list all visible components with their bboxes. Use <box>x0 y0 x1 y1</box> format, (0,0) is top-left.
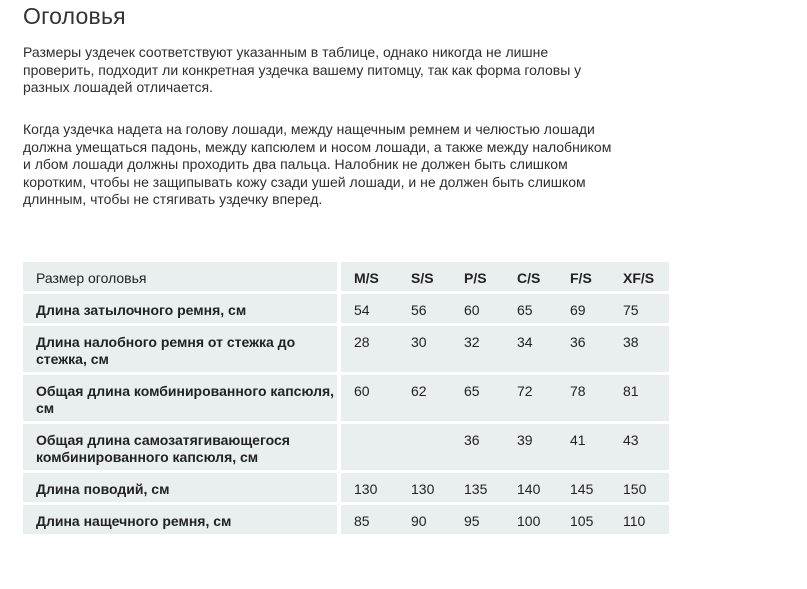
table-cell: 28 <box>341 326 398 372</box>
header-size-fs: F/S <box>557 262 610 291</box>
header-size-cs: C/S <box>504 262 557 291</box>
intro-paragraph: Размеры уздечек соответствуют указанным в таблице, однако никогда не лишне проверить, подходит ли конкретная уздечка вашему питомцу, так как форма головы у разных лошадей отличается. <box>23 44 582 95</box>
table-cell: 41 <box>557 424 610 470</box>
table-cell: 36 <box>451 424 504 470</box>
table-cell: 65 <box>451 375 504 421</box>
row-label: Общая длина самозатягивающегося комбинированного капсюля, см <box>23 424 341 470</box>
table-cell: 65 <box>504 294 557 323</box>
table-cell: 130 <box>341 473 398 502</box>
table-cell: 105 <box>557 505 610 534</box>
table-cell: 95 <box>451 505 504 534</box>
table-cell: 30 <box>398 326 451 372</box>
table-cell: 54 <box>341 294 398 323</box>
header-size-ms: M/S <box>341 262 398 291</box>
table-cell: 43 <box>610 424 669 470</box>
table-cell: 60 <box>451 294 504 323</box>
table-row <box>23 375 669 421</box>
table-cell: 39 <box>504 424 557 470</box>
table-row <box>23 505 669 534</box>
table-cell: 34 <box>504 326 557 372</box>
header-size-xfs: XF/S <box>610 262 669 291</box>
fitting-paragraph: Когда уздечка надета на голову лошади, между нащечным ремнем и челюстью лошади должна умещаться падонь, между капсюлем и носом лошади, а также между налобником и лбом лошади должны проходить два пальца. Налобник не должен быть слишком коротким, чтобы не защипывать кожу сзади ушей лошади, и не должен быть слишком длинным, чтобы не стягивать уздечку вперед. <box>23 121 612 207</box>
table-cell: 69 <box>557 294 610 323</box>
table-cell: 135 <box>451 473 504 502</box>
table-cell: 90 <box>398 505 451 534</box>
table-cell: 140 <box>504 473 557 502</box>
header-size-ss: S/S <box>398 262 451 291</box>
table-row <box>23 473 669 502</box>
table-cell: 75 <box>610 294 669 323</box>
table-cell: 130 <box>398 473 451 502</box>
table-cell: 36 <box>557 326 610 372</box>
table-cell: 32 <box>451 326 504 372</box>
row-label: Длина нащечного ремня, см <box>23 505 341 534</box>
row-label: Общая длина комбинированного капсюля, см <box>23 375 341 421</box>
table-cell: 62 <box>398 375 451 421</box>
table-cell: 150 <box>610 473 669 502</box>
header-label: Размер оголовья <box>23 262 341 291</box>
table-cell: 145 <box>557 473 610 502</box>
table-row <box>23 294 669 323</box>
row-label: Длина затылочного ремня, см <box>23 294 341 323</box>
table-row <box>23 424 669 470</box>
row-label: Длина налобного ремня от стежка до стежка, см <box>23 326 341 372</box>
table-cell: 56 <box>398 294 451 323</box>
table-cell <box>398 424 451 470</box>
table-cell: 38 <box>610 326 669 372</box>
table-cell: 100 <box>504 505 557 534</box>
table-cell: 72 <box>504 375 557 421</box>
table-cell: 81 <box>610 375 669 421</box>
row-label: Длина поводий, см <box>23 473 341 502</box>
page-title: Оголовья <box>23 3 126 29</box>
table-header-row <box>23 262 669 291</box>
header-size-ps: P/S <box>451 262 504 291</box>
table-cell: 85 <box>341 505 398 534</box>
table-cell: 78 <box>557 375 610 421</box>
table-cell <box>341 424 398 470</box>
table-cell: 110 <box>610 505 669 534</box>
table-cell: 60 <box>341 375 398 421</box>
table-row <box>23 326 669 372</box>
bridle-size-table <box>23 259 669 537</box>
